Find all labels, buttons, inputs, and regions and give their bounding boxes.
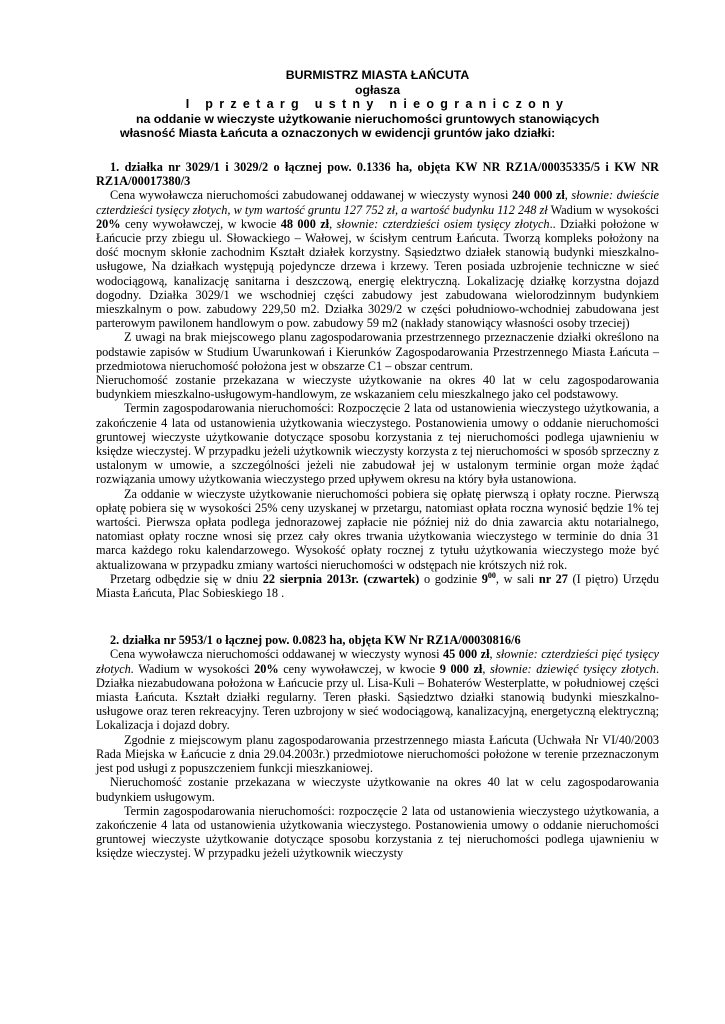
- deposit-value: 48 000 zł: [280, 216, 330, 231]
- section-2-term-paragraph: Termin zagospodarowania nieruchomości: rozpoczęcie 2 lata od ustanowienia wieczystego użytkowania, a zakończenie 4 lata od ustanowienia użytkowania wieczystego. Postanowienia umowy o oddanie nieruchomości gruntowej wieczyste użytkowanie dotyczące sposobu korzystania z tej nieruchomości podlega ujawnieniu w księdze wieczystej. W przypadku jeżeli użytkownik wieczysty: [96, 803, 659, 861]
- section-1-price-paragraph: Cena wywoławcza nieruchomości zabudowanej oddawanej w wieczysty wynosi 240 000 zł, słownie: dwieście czterdzieści tysięcy złotych, w tym wartość gruntu 127 752 zł, a wartość budynku 112 248 zł Wadium w wysokości 20% ceny wywoławczej, w kwocie 48 000 zł, słownie: czterdzieści osiem tysięcy złotych.. Działki położone w Łańcucie przy zbiegu ul. Słowackiego – Wałowej, w ścisłym centrum Łańcuta. Tworzą kompleks położony na dość mocnym skłonie zachodnim Kształt działek korzystny. Sąsiedztwo działek stanowią budynki mieszkalno-usługowe, Na działkach występują pojedyncze drzewa i krzewy. Teren posiada uzbrojenie techniczne w sieć wodociągową, kanalizację sanitarna i deszczową, energię elektryczną. Lokalizację działkę korzystna dojazd dogodny. Działka 3029/1 we wschodniej części zabudowy jest zabudowana wielorodzinnym budynkiem mieszkalnym o pow. zabudowy 229,50 m2. Działka 3029/2 w części południowo-wchodniej zabudowana jest parterowym pawilonem handlowym o pow. zabudowy 59 m2 (nakłady stanowiący własności osoby trzeciej): [96, 188, 660, 331]
- auction-room: nr 27: [538, 571, 568, 586]
- authority-heading: BURMISTRZ MIASTA ŁAŃCUTA: [285, 68, 470, 82]
- section-1-fees-paragraph: Za oddanie w wieczyste użytkowanie nieruchomości pobiera się opłatę pierwszą i opłaty roczne. Pierwszą opłatę pobiera się w wysokości 25% ceny uzyskanej w przetargu, natomiast opłata roczna wynosić będzie 1% tej wartości. Pierwsza opłata podlega jednorazowej zapłacie nie później niż do dnia zawarcia aktu notarialnego, natomiast opłaty roczne wnosi się przez cały okres trwania użytkowania wieczystego w terminie do dnia 31 marca każdego roku kalendarzowego. Wysokość opłaty rocznej z tytułu użytkowania wieczystego może być aktualizowana w przypadku zmiany wartości nieruchomości w odstępach nie krótszych niż rok.: [96, 486, 659, 572]
- deposit-percent: 20%: [96, 216, 121, 231]
- section-2-zoning-paragraph: Zgodnie z miejscowym planu zagospodarowania przestrzennego miasta Łańcuta (Uchwała Nr VI/40/2003 Rada Miejska w Łańcucie z dnia 29.04.2003r.) przedmiotowe nieruchomości położone w terenie przeznaczonym jest pod usługi z popuszczeniem funkcji mieszkaniowej.: [96, 732, 659, 776]
- subject-line-1: na oddanie w wieczyste użytkowanie nieruchomości gruntowych stanowiących: [136, 111, 600, 126]
- section-1-zoning-paragraph: Z uwagi na brak miejscowego planu zagospodarowania przestrzennego przeznaczenie działki określono na podstawie zapisów w Studium Uwarunkowań i Kierunków Zagospodarowania Przestrzennego Miasta Łańcuta – przedmiotowa nieruchomość położona jest w obszarze C1 – obszar centrum.: [96, 330, 659, 373]
- deposit-value-2: 9 000 zł: [439, 661, 483, 676]
- price-words-2: słownie: czterdzieści pięć tysięcy złotych.: [96, 647, 659, 676]
- announces-heading: ogłasza: [354, 82, 401, 97]
- section-2-transfer-paragraph: Nieruchomość zostanie przekazana w wieczyste użytkowanie na okres 40 lat w celu zagospodarowania budynkiem usługowym.: [96, 775, 659, 804]
- price-value: 240 000 zł: [511, 188, 565, 203]
- section-1-term-paragraph: Termin zagospodarowania nieruchomości: Rozpoczęcie 2 lata od ustanowienia wieczystego użytkowania, a zakończenie 4 lata od ustanowienia użytkowania wieczystego. Postanowienia umowy o oddanie nieruchomości gruntowej wieczyste użytkowanie dotyczące sposobu korzystania z tej nieruchomości podlega ujawnieniu w księdze wieczystej. W przypadku jeżeli użytkownik wieczysty korzysta z tej nieruchomości w sposób sprzeczny z ustalonym w umowie, a szczególności jeżeli nie zabudował jej w ustalonym terminie organ może żądać rozwiązania umowy użytkowania wieczystego przed upływem okresu na który była ustanowiona.: [96, 401, 659, 487]
- deposit-words: słownie: czterdzieści osiem tysięcy złotych: [336, 216, 550, 231]
- deposit-percent-2: 20%: [254, 661, 279, 676]
- section-2-title: 2. działka nr 5953/1 o łącznej pow. 0.0823 ha, objęta KW Nr RZ1A/00030816/6: [110, 633, 521, 648]
- tender-heading: I przetarg ustny nieograniczony: [185, 97, 570, 112]
- document-page: [96, 68, 659, 861]
- auction-hour: $9^{00}$: [481, 570, 496, 586]
- section-1-auction-paragraph: Przetarg odbędzie się w dniu 22 sierpnia 2013r. (czwartek) o godzinie $9^{00}$, w sali nr 27 (I piętro) Urzędu Miasta Łańcuta, Plac Sobieskiego 18 .: [96, 570, 659, 601]
- section-2-price-paragraph: Cena wywoławcza nieruchomości oddawanej w wieczysty wynosi 45 000 zł, słownie: czterdzieści pięć tysięcy złotych. Wadium w wysokości 20% ceny wywoławczej, w kwocie 9 000 zł, słownie: dziewięć tysięcy złotych. Działka niezabudowana położona w Łańcucie przy ul. Lisa-Kuli – Bohaterów Westerplatte, w południowej części miasta Łańcuta. Kształt działki regularny. Teren płaski. Sąsiedztwo działki stanowią budynki mieszkalno-usługowe oraz teren rekreacyjny. Teren uzbrojony w sieć wodociągową, kanalizacyjną, energetyczną elektryczną; Lokalizacja i dojazd dobry.: [96, 647, 660, 733]
- price-words: słownie: dwieście czterdzieści tysięcy złotych, w tym wartość gruntu 127 752 zł, a wartość budynku 112 248 zł: [96, 188, 659, 217]
- section-1-transfer-paragraph: Nieruchomość zostanie przekazana w wieczyste użytkowanie na okres 40 lat w celu zagospodarowania budynkiem mieszkalno-usługowym-handlowym, ze wskazaniem celu mieszkalnego jako cel podstawowy.: [96, 373, 659, 402]
- subject-line-2: własność Miasta Łańcuta a oznaczonych w ewidencji gruntów jako działki:: [120, 126, 556, 141]
- auction-date: 22 sierpnia 2013r. (czwartek): [262, 571, 420, 586]
- deposit-words-2: słownie: dziewięć tysięcy złotych: [489, 661, 656, 676]
- price-value-2: 45 000 zł: [442, 647, 490, 662]
- section-1-title: 1. działka nr 3029/1 i 3029/2 o łącznej pow. 0.1336 ha, objęta KW NR RZ1A/00035335/5 i KW NR RZ1A/00017380/3: [96, 159, 659, 189]
